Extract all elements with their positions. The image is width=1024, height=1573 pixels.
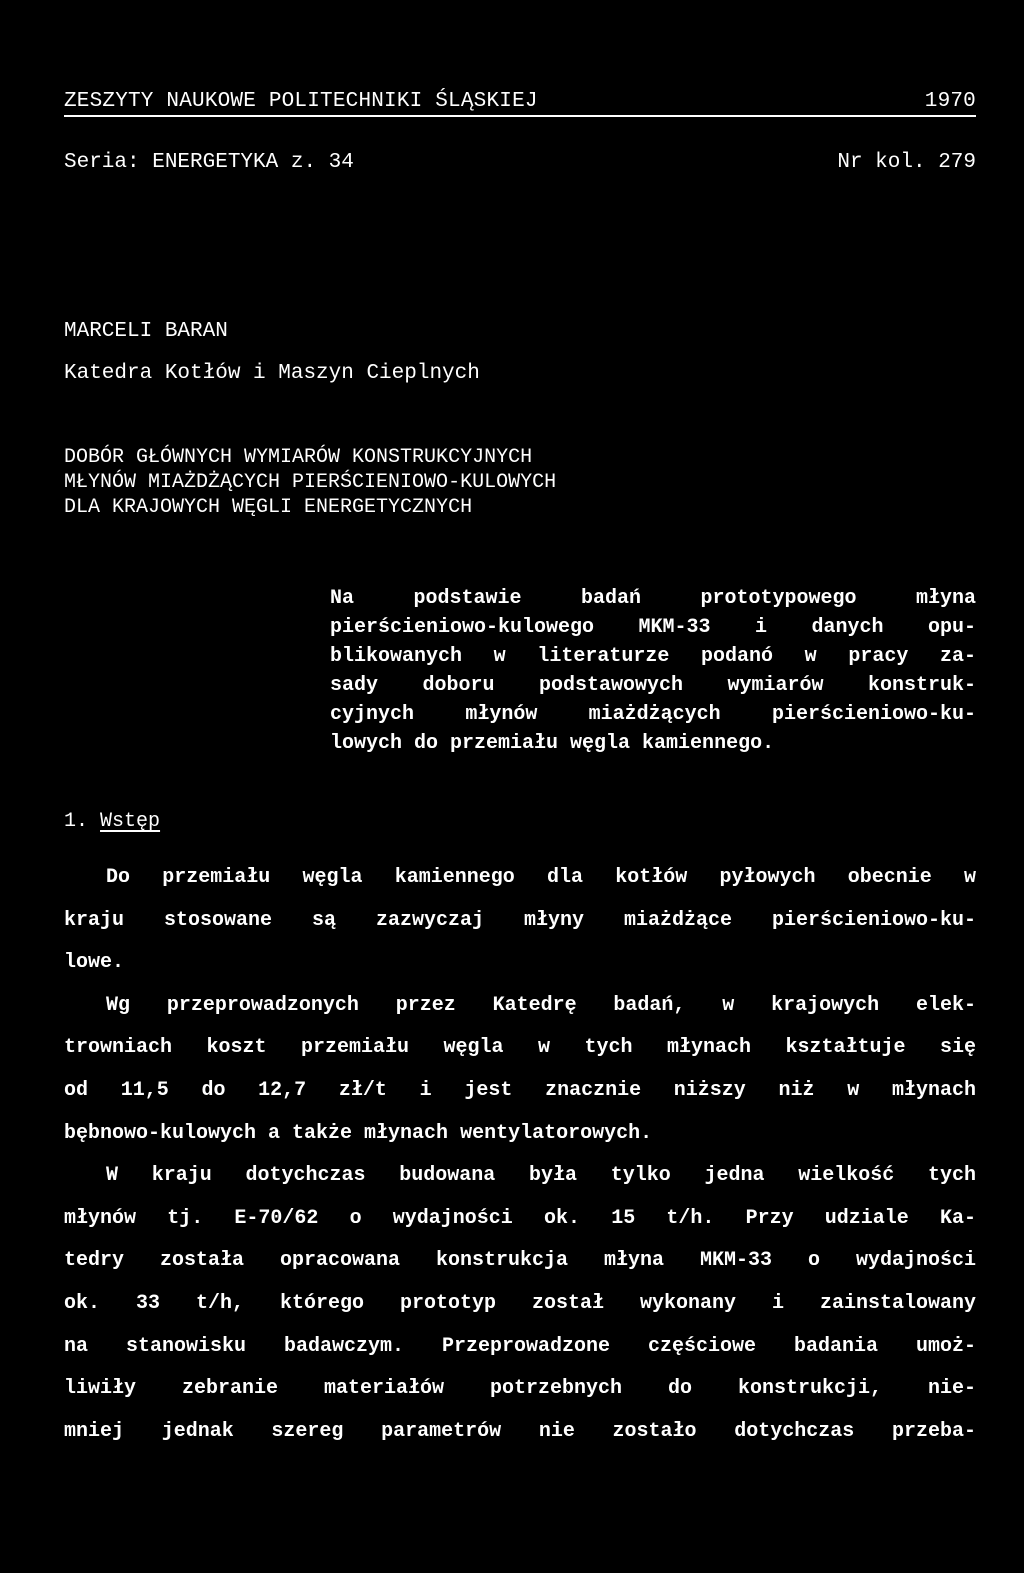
abstract-line: lowych do przemiału węgla kamiennego.	[330, 732, 775, 755]
body-line: trowniach koszt przemiału węgla w tych młynach kształtuje się	[64, 1036, 976, 1060]
abstract-line: sady doboru podstawowych wymiarów konstruk-	[330, 674, 976, 697]
body-line: na stanowisku badawczym. Przeprowadzone częściowe badania umoż-	[64, 1334, 976, 1358]
body-line: Do przemiału węgla kamiennego dla kotłów pyłowych obecnie w	[106, 866, 976, 889]
body-line: młynów tj. E-70/62 o wydajności ok. 15 t/h. Przy udziale Ka-	[64, 1206, 976, 1230]
journal-name: ZESZYTY NAUKOWE POLITECHNIKI ŚLĄSKIEJ	[64, 90, 538, 113]
abstract-line: blikowanych w literaturze podanó w pracy za-	[330, 645, 976, 668]
issue-number: Nr kol. 279	[837, 151, 976, 174]
body-text	[64, 857, 976, 1453]
paper-title	[64, 445, 556, 520]
body-line: liwiły zebranie materiałów potrzebnych do konstrukcji, nie-	[64, 1377, 976, 1401]
section-heading	[64, 810, 160, 833]
body-line: lowe.	[64, 951, 125, 975]
series-line	[64, 151, 976, 174]
abstract-line: pierścieniowo-kulowego MKM-33 i danych opu-	[330, 616, 976, 639]
journal-year: 1970	[924, 90, 976, 113]
author-department: Katedra Kotłów i Maszyn Cieplnych	[64, 362, 480, 385]
body-line: W kraju dotychczas budowana była tylko jedna wielkość tych	[106, 1164, 976, 1188]
section-title: Wstęp	[100, 810, 161, 833]
body-line: ok. 33 t/h, którego prototyp został wykonany i zainstalowany	[64, 1291, 976, 1315]
journal-header	[64, 90, 976, 117]
body-line: tedry została opracowana konstrukcja młyna MKM-33 o wydajności	[64, 1249, 976, 1273]
abstract-line: Na podstawie badań prototypowego młyna	[330, 587, 976, 610]
author-name: MARCELI BARAN	[64, 320, 228, 343]
body-line: Wg przeprowadzonych przez Katedrę badań, w krajowych elek-	[106, 993, 976, 1017]
title-line: MŁYNÓW MIAŻDŻĄCYCH PIERŚCIENIOWO-KULOWYCH	[64, 471, 557, 494]
title-line: DOBÓR GŁÓWNYCH WYMIARÓW KONSTRUKCYJNYCH	[64, 446, 533, 469]
abstract-line: cyjnych młynów miażdżących pierścieniowo-ku-	[330, 703, 976, 726]
body-line: od 11,5 do 12,7 zł/t i jest znacznie niższy niż w młynach	[64, 1078, 976, 1102]
abstract	[330, 584, 976, 758]
body-line: mniej jednak szereg parametrów nie zostało dotychczas przeba-	[64, 1419, 976, 1443]
series-name: Seria: ENERGETYKA z. 34	[64, 151, 354, 174]
body-line: bębnowo-kulowych a także młynach wentylatorowych.	[64, 1121, 653, 1145]
body-line: kraju stosowane są zazwyczaj młyny miażdżące pierścieniowo-ku-	[64, 908, 976, 932]
title-line: DLA KRAJOWYCH WĘGLI ENERGETYCZNYCH	[64, 496, 473, 519]
section-number: 1.	[64, 810, 89, 833]
